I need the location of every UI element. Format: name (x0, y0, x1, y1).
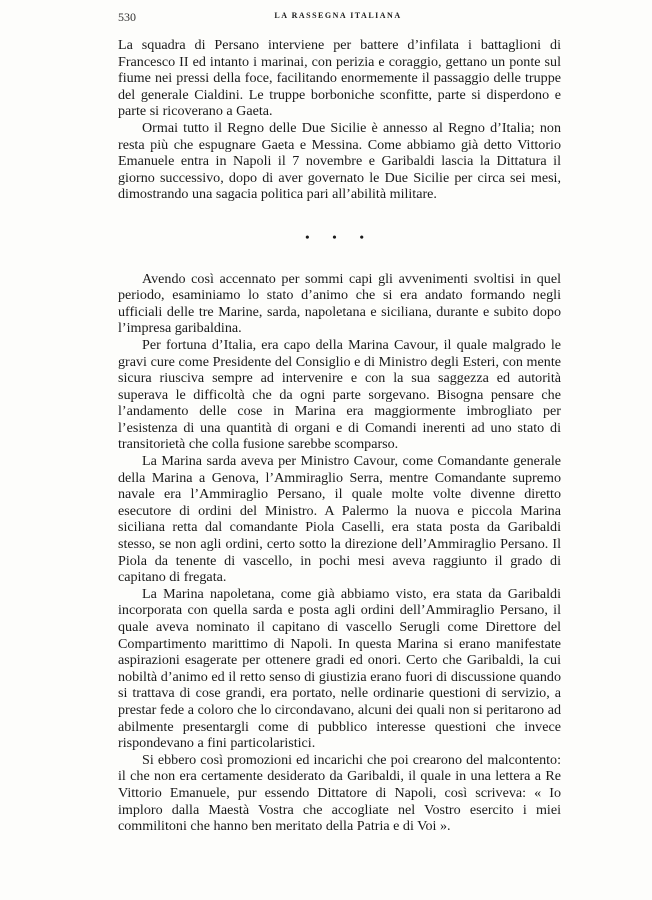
running-title: LA RASSEGNA ITALIANA (274, 11, 402, 20)
page-header (118, 10, 558, 28)
body-text (118, 37, 561, 835)
paragraph: Si ebbero così promozioni ed incarichi che poi crearono del malcontento: il che non era certamente desiderato da Garibaldi, il quale in una lettera a Re Vittorio Emanuele, pur essendo Dittatore di Napoli, così scriveva: « Io imploro dalla Maestà Vostra che accogliate nel Vostro esercito i miei commilitoni che hanno ben meritato della Patria e di Voi ». (118, 751, 561, 835)
paragraph: La squadra di Persano interviene per battere d’infilata i battaglioni di Francesco II ed intanto i marinai, con perizia e coraggio, gettano un ponte sul fiume nei pressi della foce, facilitando enormemente il passaggio delle truppe del generale Cialdini. Le truppe borboniche sconfitte, parte si disperdono e parte si ricoverano a Gaeta. (118, 37, 561, 120)
section-separator: • • • (305, 229, 374, 244)
paragraph: La Marina napoletana, come già abbiamo visto, era stata da Garibaldi incorporata con quella sarda e posta agli ordini dell’Ammiraglio Persano, il quale aveva nominato il capitano di vascello Serugli come Direttore del Compartimento marittimo di Napoli. In questa Marina si erano manifestate aspirazioni esagerate per ottenere gradi ed onori. Certo che Garibaldi, la cui nobiltà d’animo ed il retto senso di giustizia erano fuori di discussione quando si trattava di cose grandi, era portato, nelle ordinarie questioni di servizio, a prestar fede a coloro che lo circondavano, alcuni dei quali non si peritarono ad abilmente presentargli come di pubblico interesse questioni che invece rispondevano a fini particolaristici. (118, 585, 561, 752)
paragraph: Ormai tutto il Regno delle Due Sicilie è annesso al Regno d’Italia; non resta più che espugnare Gaeta e Messina. Come abbiamo già detto Vittorio Emanuele entra in Napoli il 7 novembre e Garibaldi lascia la Dittatura il giorno successivo, dopo di aver governato le Due Sicilie per circa sei mesi, dimostrando una sagacia politica pari all’abilità militare. (118, 119, 561, 203)
paragraph: La Marina sarda aveva per Ministro Cavour, come Comandante generale della Marina a Genova, l’Ammiraglio Serra, mentre Comandante supremo navale era l’Ammiraglio Persano, il quale molte volte divenne diretto esecutore di ordini del Ministro. A Palermo la nuova e piccola Marina siciliana retta dal comandante Piola Caselli, era stata posta da Garibaldi stesso, se non agli ordini, certo sotto la direzione dell’Ammiraglio Persano. Il Piola da tenente di vascello, in pochi mesi aveva raggiunto il grado di capitano di fregata. (118, 453, 561, 586)
page-number: 530 (118, 10, 136, 24)
paragraph: Avendo così accennato per sommi capi gli avvenimenti svoltisi in quel periodo, esaminiamo lo stato d’animo che si era andato formando negli ufficiali delle tre Marine, sarda, napoletana e siciliana, durante e subito dopo l’impresa garibaldina. (118, 270, 561, 337)
paragraph: Per fortuna d’Italia, era capo della Marina Cavour, il quale malgrado le gravi cure come Presidente del Consiglio e di Ministro degli Esteri, con mente sicura riusciva sempre ad intervenire e con la sua saggezza ed autorità superava le difficoltà che da ogni parte sorgevano. Bisogna pensare che l’andamento delle cose in Marina era maggiormente imbrogliato per l’esistenza di una quantità di organi e di Comandi inerenti ad uno stato di transitorietà che colla fusione sarebbe scomparso. (118, 336, 561, 453)
